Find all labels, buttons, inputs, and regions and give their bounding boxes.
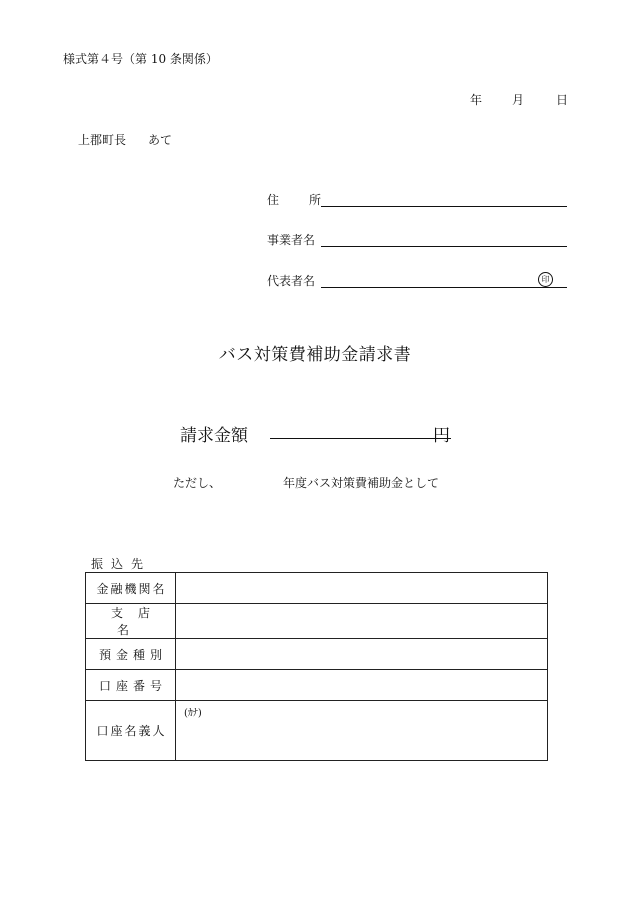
note-body: 年度バス対策費補助金として (283, 476, 440, 490)
applicant-representative-row (267, 272, 567, 290)
note-prefix: ただし、 (173, 476, 222, 490)
addressee (78, 131, 172, 148)
claim-amount-label: 請求金額 (180, 426, 248, 446)
table-row (86, 604, 548, 639)
account-number-field[interactable] (176, 670, 548, 701)
business-name-label: 事業者名 (267, 233, 316, 247)
table-row (86, 573, 548, 604)
claim-amount-input-line[interactable] (270, 438, 451, 439)
addressee-name: 上郡町長 (78, 133, 127, 147)
bank-account-table (85, 572, 548, 761)
deposit-type-label: 預金種別 (98, 647, 167, 662)
date-day-label: 日 (556, 93, 569, 107)
deposit-type-label-cell (86, 639, 176, 670)
seal-mark: 印 (538, 272, 553, 287)
address-input-line[interactable] (321, 206, 567, 207)
claim-amount-unit: 円 (433, 426, 450, 446)
applicant-address-row (267, 191, 567, 209)
kana-note: (ｶﾅ) (184, 707, 202, 719)
document-title: バス対策費補助金請求書 (218, 345, 412, 365)
address-label-char1: 住 (267, 193, 280, 207)
date-month-label: 月 (512, 93, 525, 107)
bank-name-label: 金融機関名 (96, 581, 167, 596)
table-row (86, 639, 548, 670)
business-name-input-line[interactable] (321, 246, 567, 247)
bank-name-field[interactable] (176, 573, 548, 604)
address-label-char2: 所 (309, 193, 322, 207)
addressee-suffix: あて (148, 133, 173, 147)
applicant-business-row (267, 231, 567, 249)
representative-name-input-line[interactable] (321, 287, 567, 288)
account-number-label-cell (86, 670, 176, 701)
transfer-destination-title: 振込先 (91, 557, 152, 571)
representative-name-label: 代表者名 (267, 274, 316, 288)
table-row (86, 670, 548, 701)
account-number-label: 口座番号 (98, 678, 167, 693)
account-holder-label: 口座名義人 (96, 724, 167, 738)
bank-name-label-cell (86, 573, 176, 604)
branch-name-field[interactable] (176, 604, 548, 639)
form-number: 様式第４号（第 10 条関係） (63, 52, 218, 66)
branch-name-label: 支店名 (110, 606, 165, 637)
account-holder-field[interactable] (176, 701, 548, 761)
deposit-type-field[interactable] (176, 639, 548, 670)
branch-name-label-cell (86, 604, 176, 639)
account-holder-label-cell (86, 701, 176, 761)
table-row (86, 701, 548, 761)
date-year-label: 年 (470, 93, 483, 107)
